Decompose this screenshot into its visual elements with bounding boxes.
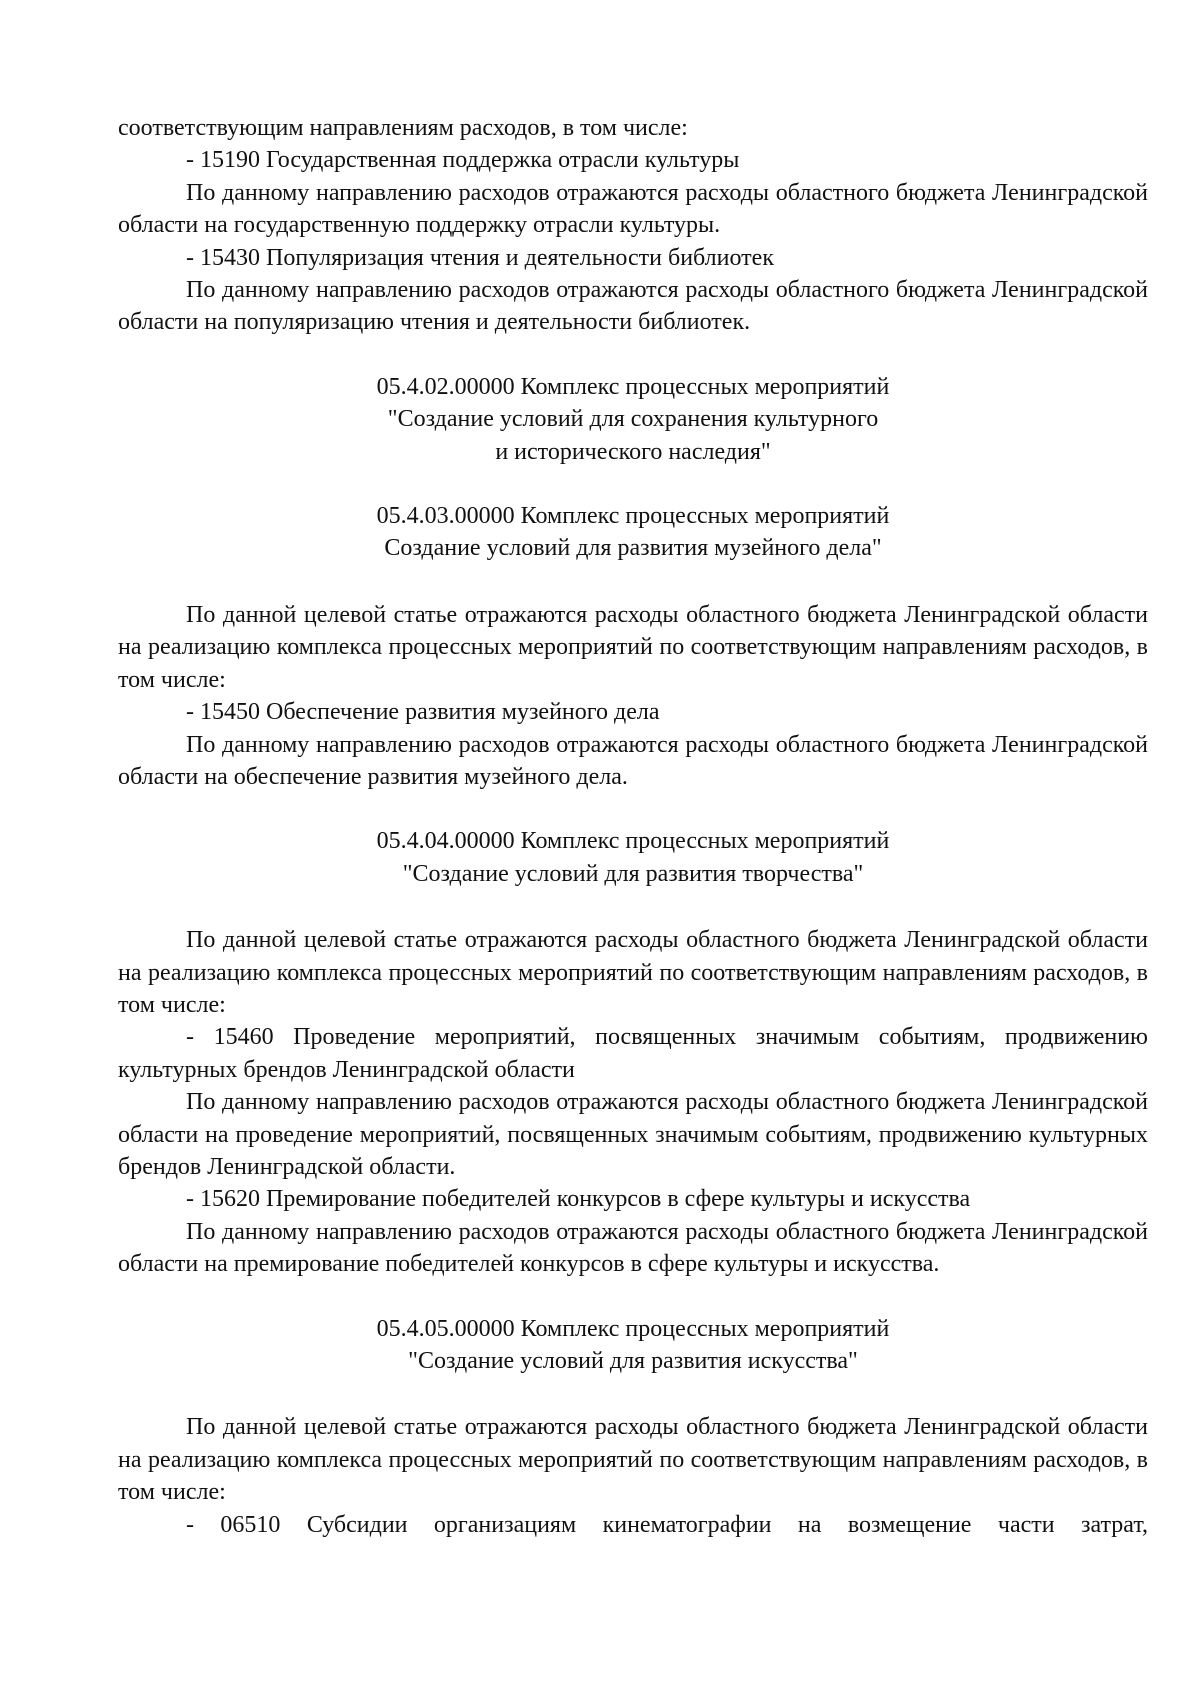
heading-line: 05.4.03.00000 Комплекс процессных мероприятий [376, 503, 890, 530]
paragraph: По данной целевой статье отражаются расходы областного бюджета Ленинградской области на реализацию комплекса процессных мероприятий по соответствующим направлениям расходов, в том числе: [118, 1414, 1148, 1506]
list-item: - 15460 Проведение мероприятий, посвященных значимым событиям, продвижению культурных брендов Ленинградской области [118, 1024, 1148, 1083]
heading-line: Создание условий для развития музейного дела" [384, 535, 882, 562]
paragraph: По данной целевой статье отражаются расходы областного бюджета Ленинградской области на реализацию комплекса процессных мероприятий по соответствующим направлениям расходов, в том числе: [118, 601, 1148, 693]
list-item: - 15450 Обеспечение развития музейного дела [186, 699, 660, 726]
paragraph: По данному направлению расходов отражаются расходы областного бюджета Ленинградской области на премирование победителей конкурсов в сфере культуры и искусства. [118, 1218, 1148, 1278]
paragraph: По данному направлению расходов отражаются расходы областного бюджета Ленинградской области на обеспечение развития музейного дела. [118, 731, 1148, 790]
heading-line: и исторического наследия" [495, 438, 771, 465]
heading-line: 05.4.04.00000 Комплекс процессных мероприятий [376, 828, 890, 855]
paragraph: соответствующим направлениям расходов, в том числе: [118, 115, 688, 141]
list-item: - 15430 Популяризация чтения и деятельности библиотек [186, 244, 774, 271]
section-heading [118, 825, 1148, 890]
paragraph: По данному направлению расходов отражаются расходы областного бюджета Ленинградской области на популяризацию чтения и деятельности библиотек. [118, 277, 1148, 336]
list-item: - 15620 Премирование победителей конкурсов в сфере культуры и искусства [186, 1186, 971, 1213]
heading-line: "Создание условий для сохранения культурного [387, 406, 879, 433]
heading-line: 05.4.05.00000 Комплекс процессных мероприятий [376, 1315, 890, 1342]
paragraph: По данному направлению расходов отражаются расходы областного бюджета Ленинградской области на проведение мероприятий, посвященных значимым событиям, продвижению культурных брендов Ленинградской области. [118, 1089, 1148, 1180]
heading-line: 05.4.02.00000 Комплекс процессных мероприятий [376, 373, 890, 400]
heading-line: "Создание условий для развития искусства" [408, 1348, 858, 1374]
section-heading [118, 1313, 1148, 1378]
heading-line: "Создание условий для развития творчества" [402, 860, 864, 887]
list-item: - 15190 Государственная поддержка отрасли культуры [186, 147, 740, 174]
list-item: - 06510 Субсидии организациям кинематографии на возмещение части затрат, [186, 1511, 1148, 1538]
paragraph: По данной целевой статье отражаются расходы областного бюджета Ленинградской области на реализацию комплекса процессных мероприятий по соответствующим направлениям расходов, в том числе: [118, 927, 1148, 1018]
section-heading [118, 500, 1148, 565]
section-heading [118, 371, 1148, 468]
document-page [118, 112, 1148, 1541]
paragraph: По данному направлению расходов отражаются расходы областного бюджета Ленинградской области на государственную поддержку отрасли культуры. [118, 179, 1148, 239]
